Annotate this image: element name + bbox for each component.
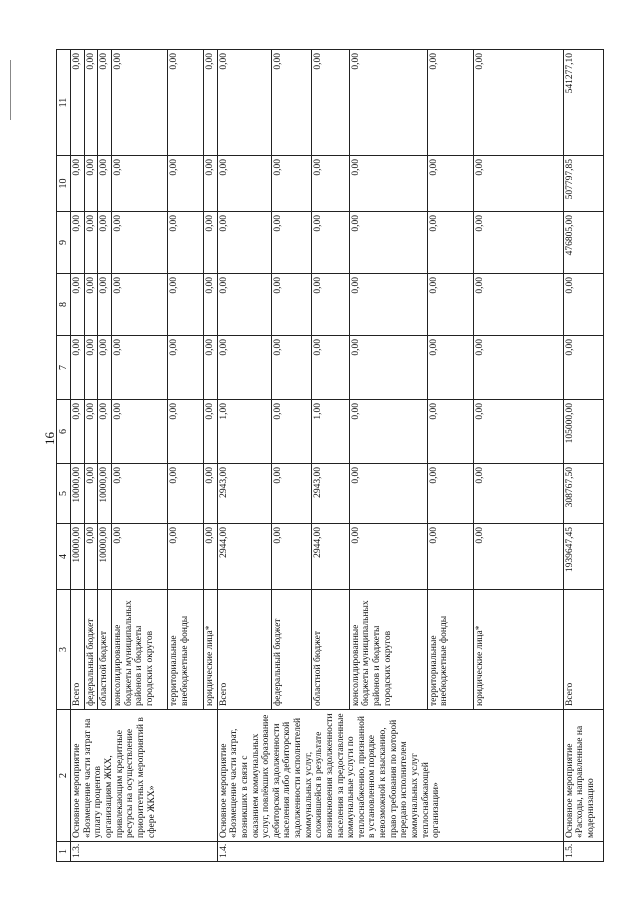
- value-cell: 0,00: [349, 336, 427, 400]
- value-cell: 0,00: [168, 400, 204, 464]
- value-cell: 0,00: [71, 50, 85, 156]
- value-cell: 0,00: [204, 274, 218, 336]
- funding-source: Всего: [71, 590, 85, 710]
- value-cell: 0,00: [349, 212, 427, 274]
- left-margin-line: [10, 60, 11, 120]
- value-cell: 2944,00: [311, 524, 349, 590]
- value-cell: 0,00: [71, 156, 85, 212]
- value-cell: 0,00: [427, 212, 473, 274]
- value-cell: 0,00: [271, 336, 311, 400]
- header-row: [57, 50, 71, 862]
- value-cell: 0,00: [349, 274, 427, 336]
- value-cell: 0,00: [71, 400, 85, 464]
- value-cell: 10000,00: [98, 524, 112, 590]
- value-cell: 308767,50: [563, 464, 603, 524]
- rotated-page: [56, 50, 632, 862]
- measure-title: Основное мероприятие «Возмещение части затрат на уплату процентов организациям ЖКХ, привлекающим кредитные ресурсы на осуществление приоритетных мероприятий в сфере ЖКХ»: [71, 710, 218, 842]
- col-header: 10: [57, 156, 71, 212]
- value-cell: 0,00: [311, 156, 349, 212]
- table-row: [217, 50, 271, 862]
- value-cell: 0,00: [217, 336, 271, 400]
- value-cell: 0,00: [311, 336, 349, 400]
- value-cell: 0,00: [168, 524, 204, 590]
- value-cell: 0,00: [271, 274, 311, 336]
- value-cell: 1,00: [311, 400, 349, 464]
- value-cell: 0,00: [112, 274, 168, 336]
- value-cell: 0,00: [427, 524, 473, 590]
- value-cell: 1,00: [217, 400, 271, 464]
- value-cell: 0,00: [71, 212, 85, 274]
- value-cell: 0,00: [473, 400, 563, 464]
- value-cell: 0,00: [84, 50, 98, 156]
- funding-source: территориальные внебюджетные фонды: [427, 590, 473, 710]
- value-cell: 0,00: [168, 336, 204, 400]
- value-cell: 0,00: [84, 212, 98, 274]
- value-cell: 0,00: [271, 50, 311, 156]
- value-cell: 105000,00: [563, 400, 603, 464]
- budget-table: [56, 49, 604, 862]
- value-cell: 0,00: [112, 464, 168, 524]
- value-cell: 507797,85: [563, 156, 603, 212]
- funding-source: консолидированные бюджеты муниципальных районов и бюджеты городских округов: [349, 590, 427, 710]
- measure-title: Основное мероприятие «Возмещение части затрат, возникших в связи с оказанием коммунальных услуг, повлёкших образование дебиторской задолженности населения либо дебиторской задолженности исполнителей коммунальных услуг, сложившейся в результате возникновения задолженности населения за предоставленные коммунальные услуги по теплоснабжению, признанной в установленном порядке невозможной к взысканию, право требования по которой передано исполнителем коммунальных услуг теплоснабжающей организации»: [217, 710, 563, 842]
- table-body: [71, 50, 604, 862]
- value-cell: 0,00: [217, 212, 271, 274]
- value-cell: 0,00: [473, 212, 563, 274]
- value-cell: 0,00: [168, 274, 204, 336]
- col-header: 1: [57, 842, 71, 862]
- value-cell: 476805,00: [563, 212, 603, 274]
- col-header: 5: [57, 464, 71, 524]
- value-cell: 10000,00: [71, 464, 85, 524]
- value-cell: 0,00: [204, 50, 218, 156]
- value-cell: 0,00: [271, 400, 311, 464]
- value-cell: 0,00: [427, 400, 473, 464]
- value-cell: 0,00: [168, 464, 204, 524]
- value-cell: 0,00: [427, 50, 473, 156]
- value-cell: 1939647,45: [563, 524, 603, 590]
- col-header: 11: [57, 50, 71, 156]
- col-header: 4: [57, 524, 71, 590]
- value-cell: 0,00: [271, 524, 311, 590]
- col-header: 9: [57, 212, 71, 274]
- value-cell: 0,00: [204, 212, 218, 274]
- value-cell: 0,00: [98, 212, 112, 274]
- col-header: 2: [57, 710, 71, 842]
- value-cell: 0,00: [204, 156, 218, 212]
- value-cell: 0,00: [271, 212, 311, 274]
- funding-source: областной бюджет: [98, 590, 112, 710]
- value-cell: 0,00: [98, 274, 112, 336]
- value-cell: 0,00: [473, 274, 563, 336]
- funding-source: Всего: [563, 590, 603, 710]
- value-cell: 0,00: [311, 274, 349, 336]
- value-cell: 0,00: [217, 50, 271, 156]
- funding-source: Всего: [217, 590, 271, 710]
- value-cell: 2943,00: [311, 464, 349, 524]
- value-cell: 0,00: [473, 464, 563, 524]
- value-cell: 0,00: [473, 336, 563, 400]
- value-cell: 0,00: [168, 212, 204, 274]
- value-cell: 0,00: [217, 274, 271, 336]
- value-cell: 0,00: [168, 50, 204, 156]
- value-cell: 0,00: [349, 464, 427, 524]
- value-cell: 10000,00: [71, 524, 85, 590]
- value-cell: 0,00: [84, 524, 98, 590]
- row-code: 1.4.: [217, 842, 563, 862]
- col-header: 8: [57, 274, 71, 336]
- value-cell: 0,00: [473, 50, 563, 156]
- funding-source: юридические лица*: [473, 590, 563, 710]
- value-cell: 0,00: [112, 400, 168, 464]
- value-cell: 0,00: [84, 464, 98, 524]
- value-cell: 0,00: [84, 336, 98, 400]
- value-cell: 0,00: [349, 156, 427, 212]
- value-cell: 0,00: [112, 50, 168, 156]
- value-cell: 0,00: [112, 212, 168, 274]
- col-header: 6: [57, 400, 71, 464]
- measure-title: Основное мероприятие «Расходы, направленные на модернизацию: [563, 710, 603, 842]
- value-cell: 0,00: [311, 212, 349, 274]
- value-cell: 0,00: [271, 156, 311, 212]
- value-cell: 0,00: [217, 156, 271, 212]
- value-cell: 0,00: [71, 274, 85, 336]
- value-cell: 0,00: [427, 464, 473, 524]
- value-cell: 0,00: [84, 274, 98, 336]
- page-number: 16: [42, 432, 57, 445]
- value-cell: 0,00: [84, 400, 98, 464]
- value-cell: 0,00: [204, 464, 218, 524]
- value-cell: 0,00: [563, 274, 603, 336]
- value-cell: 0,00: [98, 50, 112, 156]
- value-cell: 0,00: [349, 524, 427, 590]
- value-cell: 0,00: [204, 524, 218, 590]
- funding-source: территориальные внебюджетные фонды: [168, 590, 204, 710]
- value-cell: 0,00: [112, 524, 168, 590]
- funding-source: федеральный бюджет: [84, 590, 98, 710]
- value-cell: 0,00: [204, 400, 218, 464]
- table-row: [563, 50, 603, 862]
- value-cell: 0,00: [563, 336, 603, 400]
- col-header: 3: [57, 590, 71, 710]
- value-cell: 2943,00: [217, 464, 271, 524]
- funding-source: областной бюджет: [311, 590, 349, 710]
- value-cell: 0,00: [349, 400, 427, 464]
- value-cell: 0,00: [84, 156, 98, 212]
- col-header: 7: [57, 336, 71, 400]
- funding-source: консолидированные бюджеты муниципальных районов и бюджеты городских округов: [112, 590, 168, 710]
- value-cell: 0,00: [427, 156, 473, 212]
- value-cell: 2944,00: [217, 524, 271, 590]
- value-cell: 0,00: [98, 336, 112, 400]
- row-code: 1.3.: [71, 842, 218, 862]
- value-cell: 10000,00: [98, 464, 112, 524]
- value-cell: 0,00: [427, 336, 473, 400]
- value-cell: 0,00: [349, 50, 427, 156]
- funding-source: юридические лица*: [204, 590, 218, 710]
- value-cell: 0,00: [427, 274, 473, 336]
- value-cell: 0,00: [473, 156, 563, 212]
- value-cell: 0,00: [473, 524, 563, 590]
- value-cell: 0,00: [271, 464, 311, 524]
- value-cell: 0,00: [204, 336, 218, 400]
- value-cell: 541277,10: [563, 50, 603, 156]
- value-cell: 0,00: [98, 400, 112, 464]
- row-code: 1.5.: [563, 842, 603, 862]
- value-cell: 0,00: [112, 336, 168, 400]
- funding-source: федеральный бюджет: [271, 590, 311, 710]
- value-cell: 0,00: [311, 50, 349, 156]
- value-cell: 0,00: [112, 156, 168, 212]
- table-row: [71, 50, 85, 862]
- value-cell: 0,00: [168, 156, 204, 212]
- value-cell: 0,00: [98, 156, 112, 212]
- value-cell: 0,00: [71, 336, 85, 400]
